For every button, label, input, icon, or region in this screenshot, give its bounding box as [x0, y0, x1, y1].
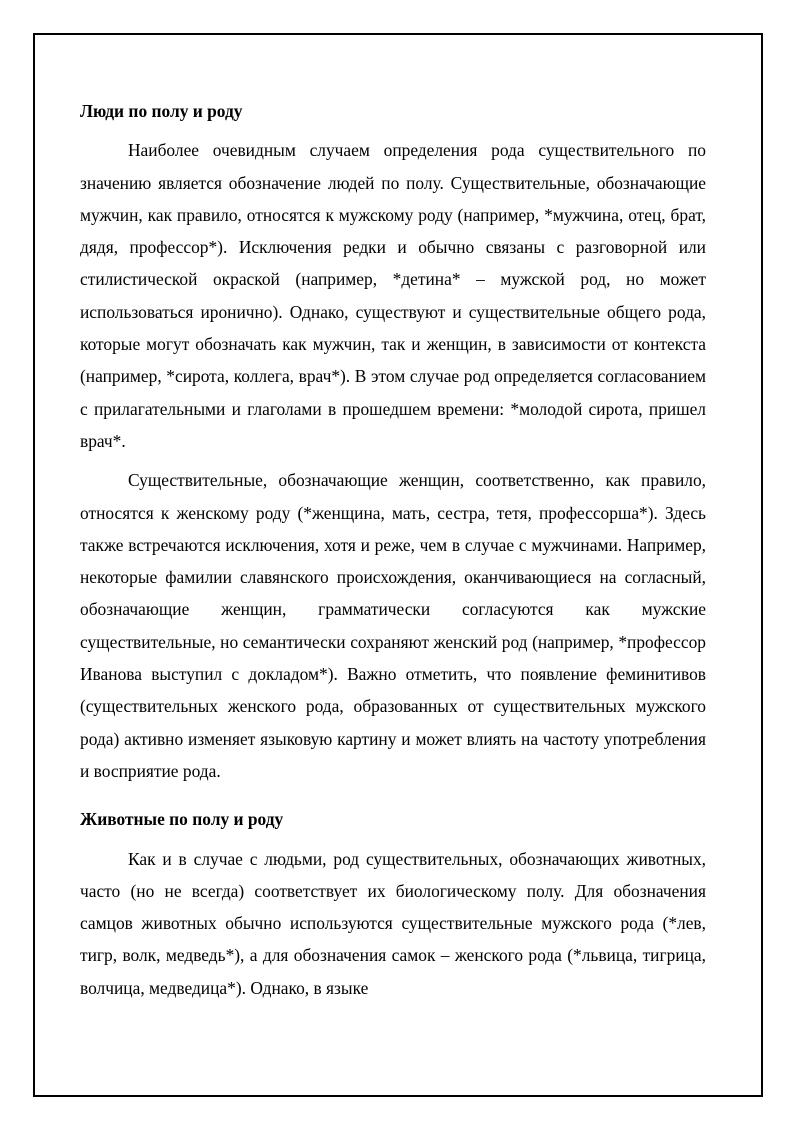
section-heading-people: Люди по полу и роду [80, 101, 243, 121]
paragraph-animals: Как и в случае с людьми, род существительных, обозначающих животных, часто (но не всегда) соответствует их биологическому полу. Для обозначения самцов животных обычно используются существительные мужского рода (*лев, тигр, волк, медведь*), а для обозначения самок – женского рода (*львица, тигрица, волчица, медведица*). Однако, в языке [80, 848, 706, 998]
paragraph-people-women: Существительные, обозначающие женщин, соответственно, как правило, относятся к женскому роду (*женщина, мать, сестра, тетя, профессорша*). Здесь также встречаются исключения, хотя и реже, чем в случае с мужчинами. Например, некоторые фамилии славянского происхождения, оканчивающиеся на согласный, обозначающие женщин, грамматически согласуются как мужские существительные, но семантически сохраняют женский род (например, *профессор Иванова выступил с докладом*). Важно отметить, что появление феминитивов (существительных женского рода, образованных от существительных мужского рода) активно изменяет языковую картину и может влиять на частоту употребления и восприятие рода. [80, 470, 706, 781]
document-body [80, 95, 706, 1011]
paragraph-people-men: Наиболее очевидным случаем определения рода существительного по значению является обозначение людей по полу. Существительные, обозначающие мужчин, как правило, относятся к мужскому роду (например, *мужчина, отец, брат, дядя, профессор*). Исключения редки и обычно связаны с разговорной или стилистической окраской (например, *детина* – мужской род, но может использоваться иронично). Однако, существуют и существительные общего рода, которые могут обозначать как мужчин, так и женщин, в зависимости от контекста (например, *сирота, коллега, врач*). В этом случае род определяется согласованием с прилагательными и глаголами в прошедшем времени: *молодой сирота, пришел врач*. [80, 140, 706, 451]
section-heading-animals: Животные по полу и роду [80, 809, 284, 830]
